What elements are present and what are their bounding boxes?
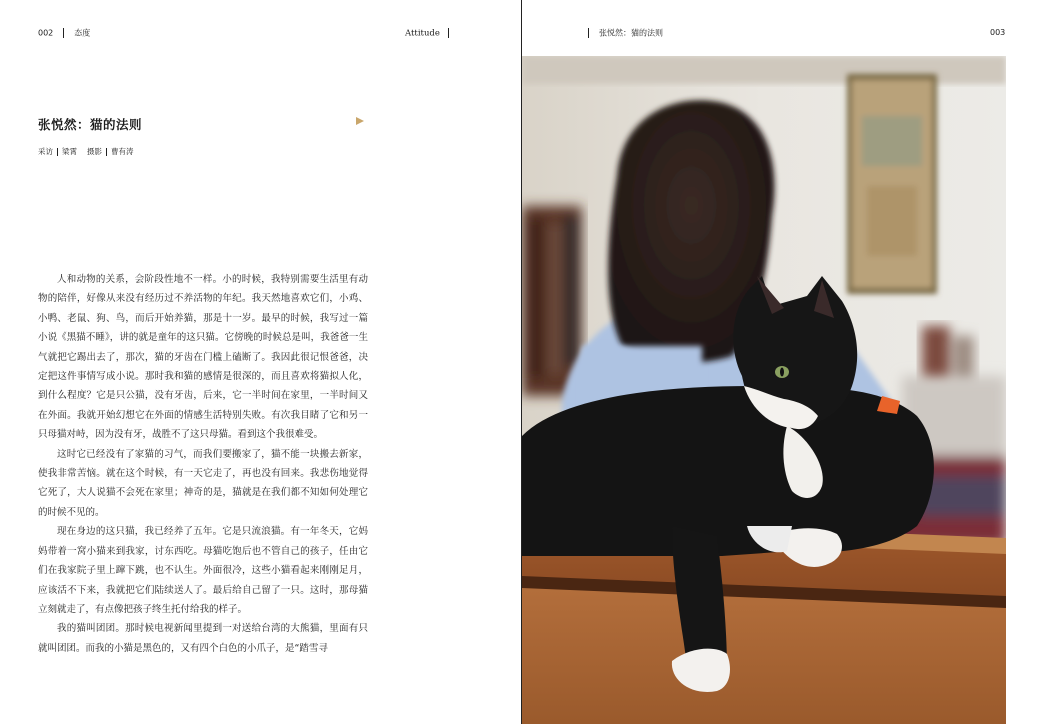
header-divider	[588, 28, 589, 38]
interview-label: 采访	[38, 147, 53, 156]
interviewer-name: 梁霄	[62, 147, 77, 156]
running-title: 张悦然：猫的法则	[599, 28, 663, 38]
article-title-row	[38, 114, 364, 132]
page-number-left: 002	[38, 28, 54, 38]
cat-photo	[522, 56, 1006, 724]
body-paragraph: 我的猫叫团团。那时候电视新闻里提到一对送给台湾的大熊猫，里面有只就叫团团。而我的小猫是黑色的，又有四个白色的小爪子，是“踏雪寻	[38, 623, 368, 654]
section-label: 态度	[74, 28, 91, 38]
left-page-header	[38, 28, 90, 39]
photo-label: 摄影	[87, 147, 102, 156]
article-title: 张悦然：猫的法则	[38, 117, 143, 132]
right-page-header	[588, 28, 663, 39]
page-number-right: 003	[990, 28, 1006, 37]
arrow-right-icon	[356, 117, 364, 125]
section-label-en-wrap	[405, 28, 459, 39]
article-body	[38, 270, 368, 658]
body-paragraph: 现在身边的这只猫，我已经养了五年。它是只流浪猫。有一年冬天，它妈妈带着一窝小猫来到我家，讨东西吃。母猫吃饱后也不管自己的孩子，任由它们在我家院子里上蹿下跳，也不认生。外面很冷，这些小猫看起来刚刚足月，应该活不下来，我就把它们陆续送人了。最后给自己留了一只。这时，那母猫立刻就走了，有点像把孩子终生托付给我的样子。	[38, 526, 368, 615]
credit-divider	[57, 148, 58, 156]
credit-divider	[106, 148, 107, 156]
section-label-en: Attitude	[405, 28, 440, 39]
header-divider	[63, 28, 64, 38]
body-paragraph: 这时它已经没有了家猫的习气，而我们要搬家了，猫不能一块搬去新家，使我非常苦恼。就在这个时候，有一天它走了，再也没有回来。我悲伤地觉得它死了，大人说猫不会死在家里；神奇的是，猫就是在我们都不知如何处理它的时候不见的。	[38, 448, 368, 518]
wall-painting	[847, 74, 937, 294]
page-number-right-wrap	[990, 28, 1005, 38]
article-credits	[38, 146, 134, 157]
right-page	[522, 0, 1042, 724]
body-paragraph: 人和动物的关系，会阶段性地不一样。小的时候，我特别需要生活里有动物的陪伴，好像从来没有经历过不养活物的年纪。我天然地喜欢它们，小鸡、小鸭、老鼠、狗、鸟，而后开始养猫，那是十一岁。最早的时候，我写过一篇小说《黑猫不睡》，讲的就是童年的这只猫。它傍晚的时候总是叫，我爸爸一生气就把它踢出去了，那次，猫的牙齿在门槛上磕断了。我因此很记恨爸爸，决定把这件事情写成小说。那时我和猫的感情是很深的，而且喜欢将猫拟人化，到什么程度？它是只公猫，没有牙齿，后来，它一半时间在家里，一半时间又在外面。我就开始幻想它在外面的情感生活特别失败。有次我目睹了它和另一只母猫对峙，因为没有牙，战胜不了这只母猫。看到这个我很难受。	[38, 274, 368, 441]
header-divider-right	[448, 28, 449, 38]
photographer-name: 曹有涛	[111, 147, 134, 156]
